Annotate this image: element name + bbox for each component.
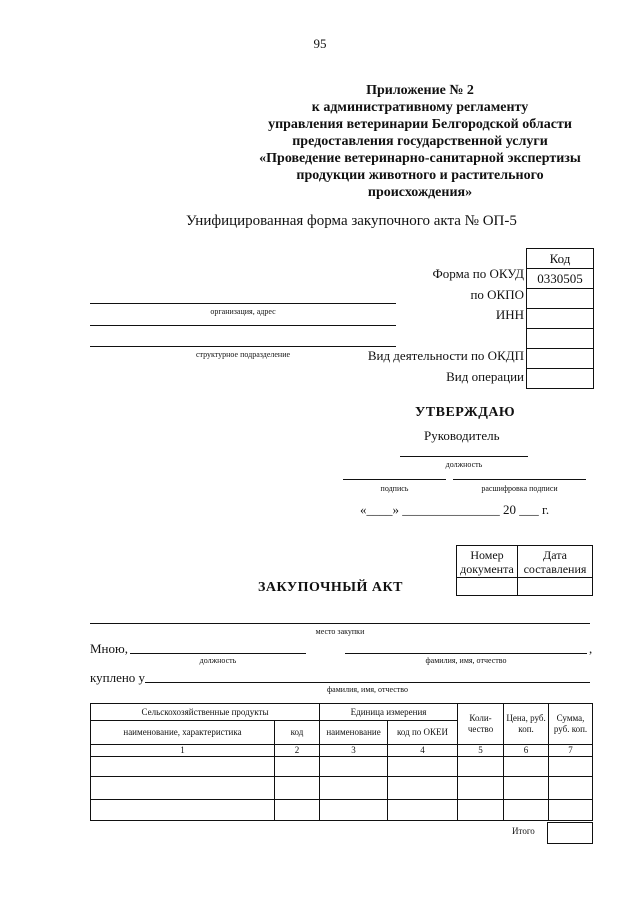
okud-label: Форма по ОКУД (432, 266, 524, 281)
appendix-line: предоставления государственной услуги (292, 134, 548, 149)
column-number: 2 (275, 745, 320, 757)
doc-number-header: Номер документа (457, 546, 518, 578)
appendix-line: Приложение № 2 (366, 83, 474, 98)
organization-line-2[interactable] (90, 325, 396, 326)
position-caption: должность (445, 460, 483, 469)
organization-line[interactable] (90, 303, 396, 304)
doc-date-header: Дата составления (518, 546, 593, 578)
signature-line[interactable] (343, 479, 446, 480)
form-title: Унифицированная форма закупочного акта № ОП-5 (186, 213, 517, 229)
unit-name-header: наименование (320, 721, 388, 745)
signature-caption: подпись (380, 484, 409, 493)
table-cell[interactable] (320, 800, 388, 821)
total-label: Итого (512, 826, 535, 836)
okdp-value[interactable] (527, 349, 594, 369)
okei-code-header: код по ОКЕИ (388, 721, 458, 745)
document-table (456, 545, 593, 596)
transcript-line[interactable] (453, 479, 586, 480)
table-cell[interactable] (504, 800, 549, 821)
column-number: 1 (91, 745, 275, 757)
appendix-line: к административному регламенту (311, 100, 529, 115)
table-cell[interactable] (504, 757, 549, 777)
buyer-fio-caption: фамилия, имя, отчество (425, 656, 507, 665)
table-row[interactable] (91, 777, 593, 800)
organization-caption: организация, адрес (210, 307, 276, 316)
column-number: 7 (549, 745, 593, 757)
unit-header: Единица измерения (320, 704, 458, 721)
table-cell[interactable] (388, 777, 458, 800)
appendix-line: происхождения» (367, 185, 473, 200)
buyer-position-caption: должность (199, 656, 237, 665)
act-title: ЗАКУПОЧНЫЙ АКТ (258, 580, 403, 595)
comma: , (589, 641, 593, 656)
table-cell[interactable] (458, 777, 504, 800)
seller-fio-line[interactable] (145, 682, 590, 683)
code-table (526, 248, 594, 389)
buyer-fio-line[interactable] (345, 653, 587, 654)
head-title: Руководитель (424, 428, 500, 443)
inn-value[interactable] (527, 309, 594, 329)
table-cell[interactable] (320, 757, 388, 777)
okud-value[interactable]: 0330505 (527, 269, 594, 289)
page-number: 95 (313, 36, 327, 51)
products-table (90, 703, 593, 821)
inn-label: ИНН (495, 307, 524, 322)
blank-code-value[interactable] (527, 329, 594, 349)
code-header: Код (527, 249, 594, 269)
transcript-caption: расшифровка подписи (481, 484, 558, 493)
column-number: 6 (504, 745, 549, 757)
operation-value[interactable] (527, 369, 594, 389)
table-cell[interactable] (549, 777, 593, 800)
doc-date-value[interactable] (518, 578, 593, 596)
appendix-line: продукции животного и растительного (296, 168, 544, 183)
position-line[interactable] (400, 456, 528, 457)
quantity-header: Коли-чество (458, 704, 504, 745)
table-cell[interactable] (275, 757, 320, 777)
table-cell[interactable] (91, 777, 275, 800)
purchase-place-line[interactable] (90, 623, 590, 624)
column-number: 3 (320, 745, 388, 757)
table-cell[interactable] (458, 757, 504, 777)
table-cell[interactable] (91, 800, 275, 821)
table-row[interactable] (91, 757, 593, 777)
appendix-line: «Проведение ветеринарно-санитарной экспертизы (259, 151, 581, 166)
table-cell[interactable] (458, 800, 504, 821)
table-cell[interactable] (388, 757, 458, 777)
name-characteristic-header: наименование, характеристика (91, 721, 275, 745)
table-cell[interactable] (320, 777, 388, 800)
table-cell[interactable] (91, 757, 275, 777)
table-cell[interactable] (549, 757, 593, 777)
table-row[interactable] (91, 800, 593, 821)
products-header: Сельскохозяйственные продукты (91, 704, 320, 721)
purchase-place-caption: место закупки (315, 627, 365, 636)
appendix-header (230, 82, 610, 201)
department-line[interactable] (90, 346, 396, 347)
by-me-label: Мною, (90, 641, 128, 656)
department-caption: структурное подразделение (195, 350, 291, 359)
seller-fio-caption: фамилия, имя, отчество (327, 685, 408, 694)
table-cell[interactable] (275, 777, 320, 800)
table-cell[interactable] (388, 800, 458, 821)
approval-date[interactable]: «____» _______________ 20 ___ г. (360, 502, 550, 517)
code-header: код (275, 721, 320, 745)
total-value[interactable] (547, 822, 593, 844)
table-cell[interactable] (549, 800, 593, 821)
bought-from-label: куплено у (90, 670, 146, 685)
doc-number-value[interactable] (457, 578, 518, 596)
column-number: 4 (388, 745, 458, 757)
okdp-label: Вид деятельности по ОКДП (367, 348, 524, 363)
table-cell[interactable] (504, 777, 549, 800)
okpo-label: по ОКПО (470, 287, 524, 302)
operation-label: Вид операции (446, 369, 524, 384)
price-header: Цена, руб. коп. (504, 704, 549, 745)
approve-title: УТВЕРЖДАЮ (415, 405, 516, 420)
column-number: 5 (458, 745, 504, 757)
okpo-value[interactable] (527, 289, 594, 309)
appendix-line: управления ветеринарии Белгородской области (268, 117, 572, 132)
sum-header: Сумма, руб. коп. (549, 704, 593, 745)
table-cell[interactable] (275, 800, 320, 821)
buyer-position-line[interactable] (130, 653, 306, 654)
